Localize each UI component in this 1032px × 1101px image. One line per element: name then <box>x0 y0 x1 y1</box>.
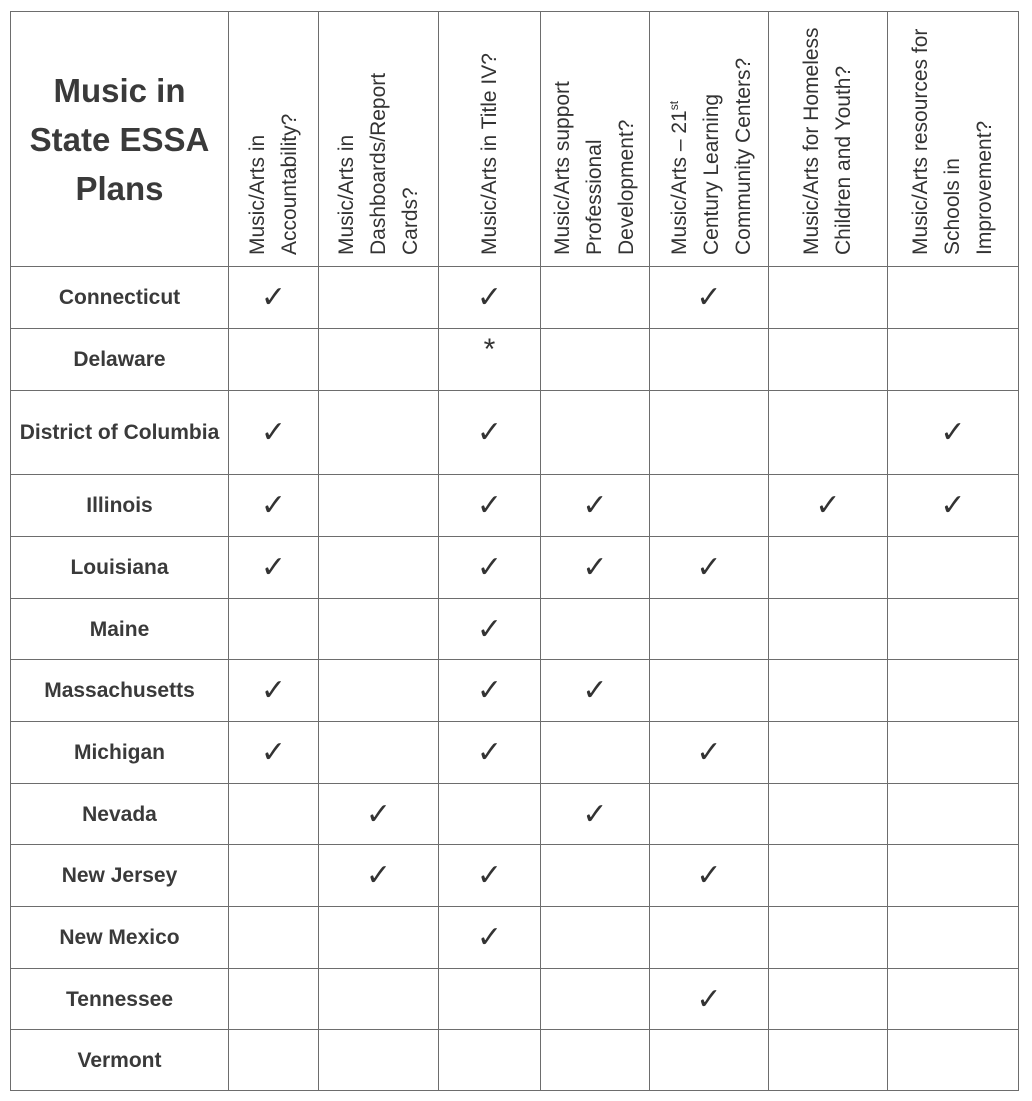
empty-cell <box>229 329 319 391</box>
check-mark-icon: ✓ <box>439 660 541 722</box>
table-row <box>11 1030 1019 1091</box>
column-header-21st-century <box>650 12 769 267</box>
empty-cell <box>650 1030 769 1091</box>
table-row <box>11 845 1019 907</box>
check-mark-icon: ✓ <box>650 722 769 784</box>
column-header-dashboards <box>319 12 439 267</box>
empty-cell <box>769 391 888 475</box>
check-mark-icon: ✓ <box>439 599 541 660</box>
empty-cell <box>769 537 888 599</box>
empty-cell <box>888 329 1019 391</box>
empty-cell <box>319 969 439 1030</box>
empty-cell <box>439 1030 541 1091</box>
empty-cell <box>769 329 888 391</box>
empty-cell <box>541 391 650 475</box>
table-row <box>11 537 1019 599</box>
empty-cell <box>769 1030 888 1091</box>
empty-cell <box>541 969 650 1030</box>
empty-cell <box>888 599 1019 660</box>
empty-cell <box>229 969 319 1030</box>
table-row <box>11 784 1019 845</box>
empty-cell <box>650 329 769 391</box>
empty-cell <box>319 660 439 722</box>
empty-cell <box>769 660 888 722</box>
empty-cell <box>888 1030 1019 1091</box>
column-header-label: Music/Arts in Accountability? <box>245 113 301 255</box>
table-row <box>11 599 1019 660</box>
table-row <box>11 907 1019 969</box>
empty-cell <box>888 845 1019 907</box>
column-header-homeless-children <box>769 12 888 267</box>
check-mark-icon: ✓ <box>229 660 319 722</box>
table-title: Music in State ESSA Plans <box>11 12 229 267</box>
empty-cell <box>541 329 650 391</box>
state-name: New Mexico <box>11 907 229 969</box>
check-mark-icon: ✓ <box>439 267 541 329</box>
empty-cell <box>888 537 1019 599</box>
empty-cell <box>439 969 541 1030</box>
check-mark-icon: ✓ <box>229 475 319 537</box>
check-mark-icon: ✓ <box>439 475 541 537</box>
state-name: Vermont <box>11 1030 229 1091</box>
empty-cell <box>229 599 319 660</box>
table-row <box>11 329 1019 391</box>
header-row <box>11 12 1019 267</box>
column-header-label: Music/Arts – 21st Century Learning Community Centers? <box>667 57 755 255</box>
check-mark-icon: ✓ <box>439 907 541 969</box>
check-mark-icon: ✓ <box>229 391 319 475</box>
empty-cell <box>769 267 888 329</box>
empty-cell <box>650 391 769 475</box>
empty-cell <box>888 267 1019 329</box>
empty-cell <box>888 660 1019 722</box>
empty-cell <box>439 784 541 845</box>
empty-cell <box>888 722 1019 784</box>
check-mark-icon: ✓ <box>650 537 769 599</box>
empty-cell <box>541 1030 650 1091</box>
column-header-label: Music/Arts in Title IV? <box>477 53 501 255</box>
check-mark-icon: ✓ <box>439 722 541 784</box>
state-name: Delaware <box>11 329 229 391</box>
state-name: Illinois <box>11 475 229 537</box>
empty-cell <box>319 1030 439 1091</box>
empty-cell <box>229 845 319 907</box>
empty-cell <box>888 969 1019 1030</box>
column-header-professional-development <box>541 12 650 267</box>
table-row <box>11 969 1019 1030</box>
check-mark-icon: ✓ <box>541 537 650 599</box>
check-mark-icon: ✓ <box>319 845 439 907</box>
table-body <box>11 267 1019 1091</box>
state-name: Michigan <box>11 722 229 784</box>
column-header-label: Music/Arts for Homeless Children and Youth? <box>800 27 855 255</box>
column-header-label: Music/Arts support Professional Development? <box>551 81 638 255</box>
state-name: Nevada <box>11 784 229 845</box>
state-name: District of Columbia <box>11 391 229 475</box>
empty-cell <box>541 722 650 784</box>
state-name: Louisiana <box>11 537 229 599</box>
empty-cell <box>650 784 769 845</box>
empty-cell <box>650 475 769 537</box>
empty-cell <box>319 722 439 784</box>
state-name: Maine <box>11 599 229 660</box>
table-row <box>11 475 1019 537</box>
check-mark-icon: ✓ <box>541 660 650 722</box>
check-mark-icon: ✓ <box>888 391 1019 475</box>
empty-cell <box>319 267 439 329</box>
state-name: Connecticut <box>11 267 229 329</box>
check-mark-icon: ✓ <box>229 267 319 329</box>
column-header-schools-in-improvement <box>888 12 1019 267</box>
empty-cell <box>319 907 439 969</box>
state-name: New Jersey <box>11 845 229 907</box>
empty-cell <box>319 391 439 475</box>
empty-cell <box>541 907 650 969</box>
empty-cell <box>650 907 769 969</box>
empty-cell <box>650 599 769 660</box>
state-name: Massachusetts <box>11 660 229 722</box>
check-mark-icon: ✓ <box>541 475 650 537</box>
empty-cell <box>769 969 888 1030</box>
empty-cell <box>769 784 888 845</box>
column-header-label: Music/Arts resources for Schools in Improvement? <box>909 28 996 255</box>
empty-cell <box>229 1030 319 1091</box>
empty-cell <box>229 907 319 969</box>
table-row <box>11 660 1019 722</box>
empty-cell <box>319 599 439 660</box>
check-mark-icon: ✓ <box>439 391 541 475</box>
check-mark-icon: ✓ <box>439 537 541 599</box>
asterisk-mark: * <box>439 329 541 391</box>
empty-cell <box>769 599 888 660</box>
check-mark-icon: ✓ <box>439 845 541 907</box>
essa-music-table <box>10 11 1019 1091</box>
empty-cell <box>541 845 650 907</box>
empty-cell <box>769 907 888 969</box>
column-header-title-iv <box>439 12 541 267</box>
empty-cell <box>319 329 439 391</box>
column-header-label: Music/Arts in Dashboards/Report Cards? <box>334 72 422 255</box>
check-mark-icon: ✓ <box>650 969 769 1030</box>
check-mark-icon: ✓ <box>541 784 650 845</box>
empty-cell <box>650 660 769 722</box>
table-row <box>11 391 1019 475</box>
empty-cell <box>888 784 1019 845</box>
empty-cell <box>319 475 439 537</box>
empty-cell <box>541 599 650 660</box>
check-mark-icon: ✓ <box>769 475 888 537</box>
check-mark-icon: ✓ <box>888 475 1019 537</box>
check-mark-icon: ✓ <box>319 784 439 845</box>
table-row <box>11 267 1019 329</box>
empty-cell <box>888 907 1019 969</box>
table-row <box>11 722 1019 784</box>
check-mark-icon: ✓ <box>650 845 769 907</box>
empty-cell <box>769 722 888 784</box>
state-name: Tennessee <box>11 969 229 1030</box>
empty-cell <box>319 537 439 599</box>
check-mark-icon: ✓ <box>229 537 319 599</box>
check-mark-icon: ✓ <box>229 722 319 784</box>
empty-cell <box>541 267 650 329</box>
empty-cell <box>769 845 888 907</box>
check-mark-icon: ✓ <box>650 267 769 329</box>
column-header-accountability <box>229 12 319 267</box>
empty-cell <box>229 784 319 845</box>
